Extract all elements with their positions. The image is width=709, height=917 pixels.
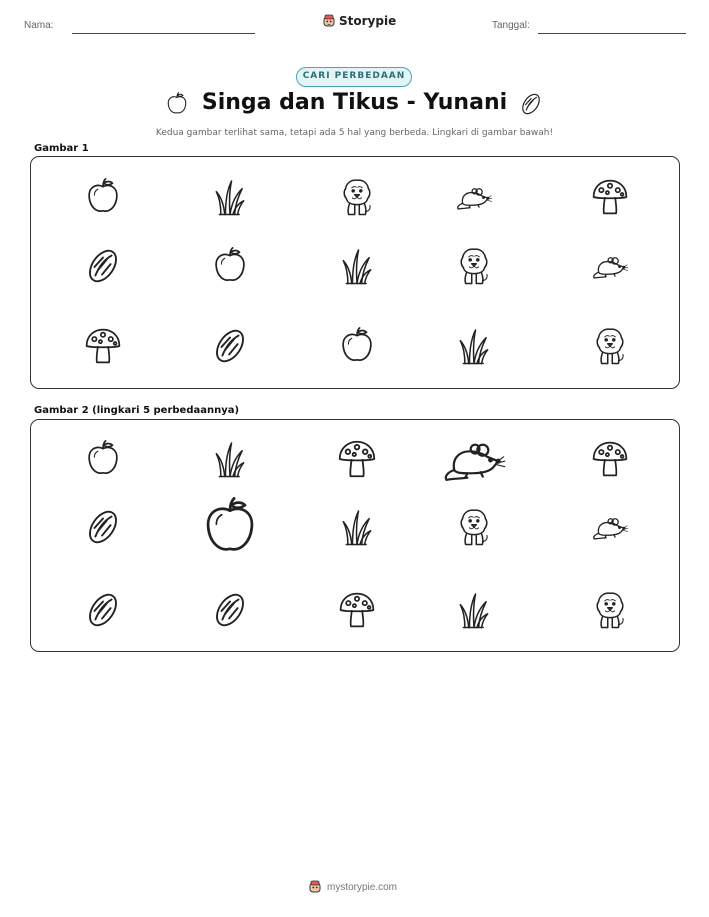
- brand-name: Storypie: [339, 14, 397, 28]
- lion-icon: [338, 178, 376, 216]
- storypie-mascot-icon: [308, 880, 322, 894]
- seed-icon: [84, 247, 122, 285]
- storypie-mascot-icon: [322, 14, 336, 28]
- seed-icon[interactable]: [84, 508, 122, 546]
- lion-icon[interactable]: [455, 508, 493, 546]
- apple-icon: [84, 178, 122, 216]
- name-field[interactable]: [72, 33, 255, 34]
- grass-icon[interactable]: [211, 440, 249, 478]
- mouse-icon[interactable]: [441, 426, 507, 492]
- apple-icon[interactable]: [200, 497, 260, 557]
- grass-icon: [455, 327, 493, 365]
- picture-1-label: Gambar 1: [34, 143, 89, 154]
- mushroom-icon[interactable]: [591, 440, 629, 478]
- seed-icon[interactable]: [211, 591, 249, 629]
- mushroom-icon: [591, 178, 629, 216]
- name-label: Nama:: [24, 20, 54, 31]
- date-field[interactable]: [538, 33, 686, 34]
- instructions-text: Kedua gambar terlihat sama, tetapi ada 5 hal yang berbeda. Lingkari di gambar bawah!: [155, 128, 554, 138]
- lion-icon: [591, 327, 629, 365]
- mouse-icon: [591, 247, 629, 285]
- footer: [308, 880, 397, 894]
- grass-icon: [211, 178, 249, 216]
- date-label: Tanggal:: [492, 20, 530, 31]
- apple-icon: [338, 327, 376, 365]
- page-title: Singa dan Tikus - Yunani: [201, 90, 508, 115]
- lion-icon[interactable]: [591, 591, 629, 629]
- grass-icon: [338, 247, 376, 285]
- lion-icon: [455, 247, 493, 285]
- seed-icon: [211, 327, 249, 365]
- mushroom-icon[interactable]: [338, 591, 376, 629]
- activity-badge: CARI PERBEDAAN: [296, 67, 412, 87]
- mushroom-icon: [84, 327, 122, 365]
- apple-icon[interactable]: [84, 440, 122, 478]
- seed-icon[interactable]: [84, 591, 122, 629]
- footer-site: mystorypie.com: [327, 881, 398, 893]
- grass-icon[interactable]: [455, 591, 493, 629]
- seed-icon: [519, 92, 543, 120]
- grass-icon[interactable]: [338, 508, 376, 546]
- apple-icon: [211, 247, 249, 285]
- mushroom-icon[interactable]: [337, 439, 377, 479]
- picture-2-label: Gambar 2 (lingkari 5 perbedaannya): [34, 405, 240, 416]
- mouse-icon[interactable]: [591, 508, 629, 546]
- brand-logo: [322, 14, 396, 28]
- mouse-icon: [455, 178, 493, 216]
